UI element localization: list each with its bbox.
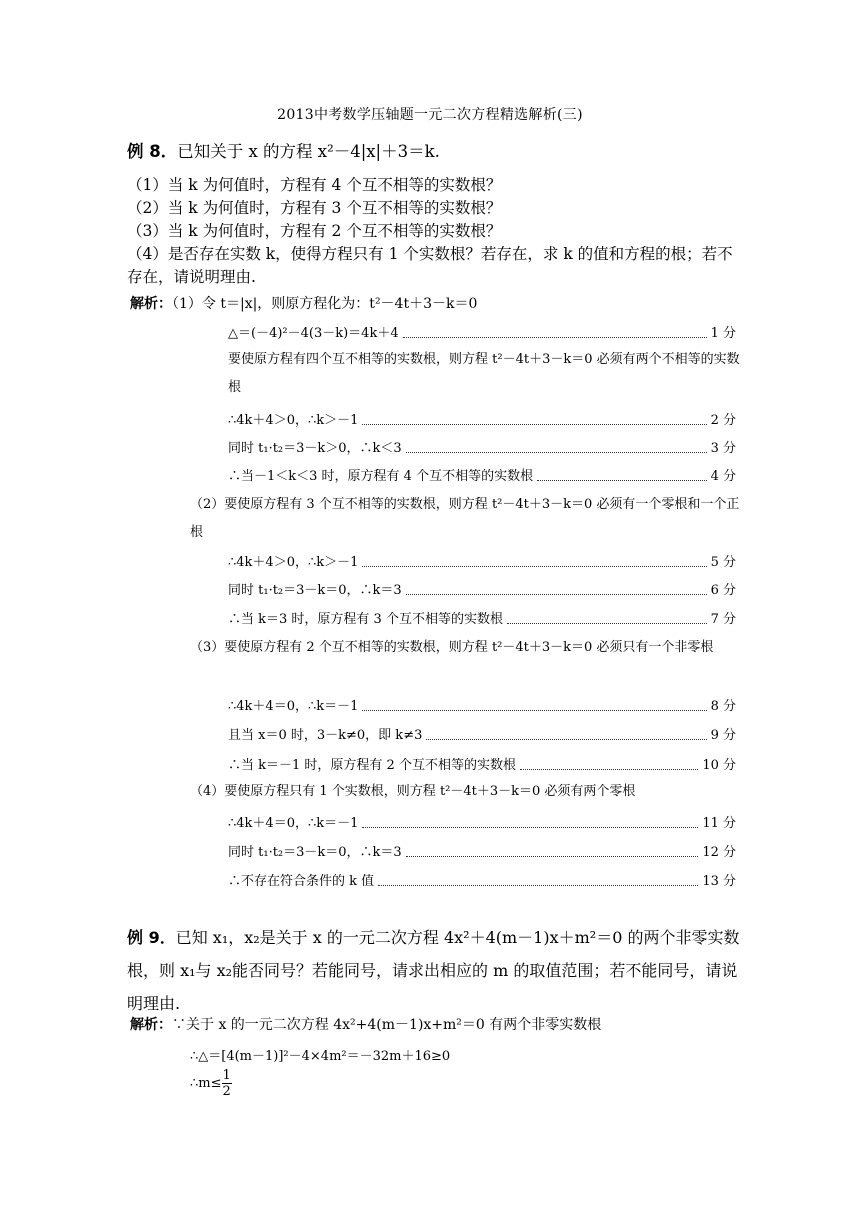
solution-line xyxy=(228,579,736,599)
dot-leader xyxy=(537,470,707,481)
dot-leader xyxy=(406,846,699,857)
solution-line xyxy=(228,322,736,342)
example-9-solution-head xyxy=(130,1014,601,1034)
dot-leader xyxy=(362,700,706,711)
dot-leader xyxy=(403,327,707,338)
score: 5 分 xyxy=(710,555,736,570)
solution-line xyxy=(228,754,736,774)
score: 13 分 xyxy=(702,874,736,889)
document-title: 2013中考数学压轴题一元二次方程精选解析(三) xyxy=(277,107,583,123)
dot-leader xyxy=(520,759,698,770)
example-8-solution-label: 解析： xyxy=(130,296,172,312)
solution-line-text: ∴当－1＜k＜3 时，原方程有 4 个互不相等的实数根 xyxy=(228,469,534,484)
example-8-heading xyxy=(127,138,440,162)
score: 2 分 xyxy=(710,413,736,428)
fraction-denominator: 2 xyxy=(222,1084,231,1099)
solution-line xyxy=(228,409,736,429)
example-8-solution-head xyxy=(130,293,477,313)
example-9-solution-label: 解析： xyxy=(130,1017,172,1033)
solution-paragraph-4: （4）要使原方程只有 1 个实数根，则方程 t²－4t＋3－k＝0 必须有两个零根 xyxy=(190,784,636,799)
example-9-stem: 已知 x₁，x₂是关于 x 的一元二次方程 4x²＋4(m－1)x＋m²＝0 的两个非零实数根，则 x₁与 x₂能否同号？若能同号，请求出相应的 m 的取值范围；若不能同号，请说明理由. xyxy=(127,928,740,1013)
dot-leader xyxy=(406,584,707,595)
example-8-stem: 已知关于 x 的方程 x²－4|x|＋3＝k. xyxy=(177,142,440,161)
score: 7 分 xyxy=(710,612,736,627)
solution-line xyxy=(228,551,736,571)
solution-line-text: △＝(－4)²－4(3－k)＝4k＋4 xyxy=(228,326,399,341)
solution-line-text: ∴当 k＝3 时，原方程有 3 个互不相等的实数根 xyxy=(228,612,503,627)
solution-line xyxy=(228,465,736,485)
example-8-question-2: （2）当 k 为何值时，方程有 3 个互不相等的实数根？ xyxy=(127,199,502,217)
example-9-label: 例 9． xyxy=(127,928,176,947)
score: 12 分 xyxy=(702,845,736,860)
solution-paragraph-2: （2）要使原方程有 3 个互不相等的实数根，则方程 t²－4t＋3－k＝0 必须有一个零根和一个正根 xyxy=(190,497,740,540)
score: 10 分 xyxy=(702,758,736,773)
dot-leader xyxy=(507,613,707,624)
solution-line-text: ∴4k＋4＞0，∴k＞－1 xyxy=(228,413,359,428)
score: 8 分 xyxy=(710,699,736,714)
example-8-question-1: （1）当 k 为何值时，方程有 4 个互不相等的实数根？ xyxy=(127,176,502,194)
dot-leader xyxy=(406,442,707,453)
example-9-solution-line-1: ∵关于 x 的一元二次方程 4x²+4(m－1)x+m²＝0 有两个非零实数根 xyxy=(172,1017,602,1033)
solution-prefix: ∴m≤ xyxy=(190,1076,222,1091)
solution-paragraph-3: （3）要使原方程有 2 个互不相等的实数根，则方程 t²－4t＋3－k＝0 必须只有一个非零根 xyxy=(190,640,714,655)
dot-leader xyxy=(362,414,706,425)
score: 9 分 xyxy=(710,728,736,743)
solution-line-text: 且当 x＝0 时，3－k≠0，即 k≠3 xyxy=(228,728,423,743)
solution-line-text: ∴4k＋4＝0，∴k＝－1 xyxy=(228,816,359,831)
dot-leader xyxy=(362,817,698,828)
solution-line xyxy=(228,724,736,744)
fraction-numerator: 1 xyxy=(222,1068,231,1083)
example-9-solution-line-3 xyxy=(190,1068,232,1099)
score: 1 分 xyxy=(710,326,736,341)
score: 4 分 xyxy=(710,469,736,484)
dot-leader xyxy=(362,556,706,567)
solution-line-text: ∴不存在符合条件的 k 值 xyxy=(228,874,375,889)
solution-line xyxy=(228,812,736,832)
fraction xyxy=(222,1068,232,1099)
dot-leader xyxy=(378,875,698,886)
solution-line-text: 同时 t₁·t₂＝3－k＝0，∴k＝3 xyxy=(228,583,402,598)
solution-paragraph-1: 要使原方程有四个互不相等的实数根，则方程 t²－4t＋3－k＝0 必须有两个不相等的实数根 xyxy=(228,352,740,395)
solution-line-text: ∴当 k＝－1 时，原方程有 2 个互不相等的实数根 xyxy=(228,758,516,773)
example-8-question-3: （3）当 k 为何值时，方程有 2 个互不相等的实数根？ xyxy=(127,222,502,240)
solution-line xyxy=(228,695,736,715)
solution-line-text: ∴4k＋4＞0，∴k＞－1 xyxy=(228,555,359,570)
solution-line-text: 同时 t₁·t₂＝3－k＞0，∴k＜3 xyxy=(228,441,402,456)
solution-line xyxy=(228,608,736,628)
score: 11 分 xyxy=(702,816,736,831)
example-8-solution-first: （1）令 t＝|x|，则原方程化为：t²－4t＋3－k＝0 xyxy=(172,296,478,312)
example-9-block xyxy=(127,921,747,1020)
dot-leader xyxy=(426,729,706,740)
score: 3 分 xyxy=(710,441,736,456)
example-9-solution-line-2: ∴△＝[4(m－1)]²－4×4m²＝－32m＋16≥0 xyxy=(190,1049,451,1064)
example-8-question-4: （4）是否存在实数 k，使得方程只有 1 个实数根？若存在，求 k 的值和方程的根；若不存在，请说明理由. xyxy=(127,245,733,286)
solution-line xyxy=(228,437,736,457)
solution-line xyxy=(228,841,736,861)
score: 6 分 xyxy=(710,583,736,598)
solution-line-text: ∴4k＋4＝0，∴k＝－1 xyxy=(228,699,359,714)
solution-line-text: 同时 t₁·t₂＝3－k＝0，∴k＝3 xyxy=(228,845,402,860)
example-8-label: 例 8． xyxy=(127,142,178,161)
solution-line xyxy=(228,870,736,890)
